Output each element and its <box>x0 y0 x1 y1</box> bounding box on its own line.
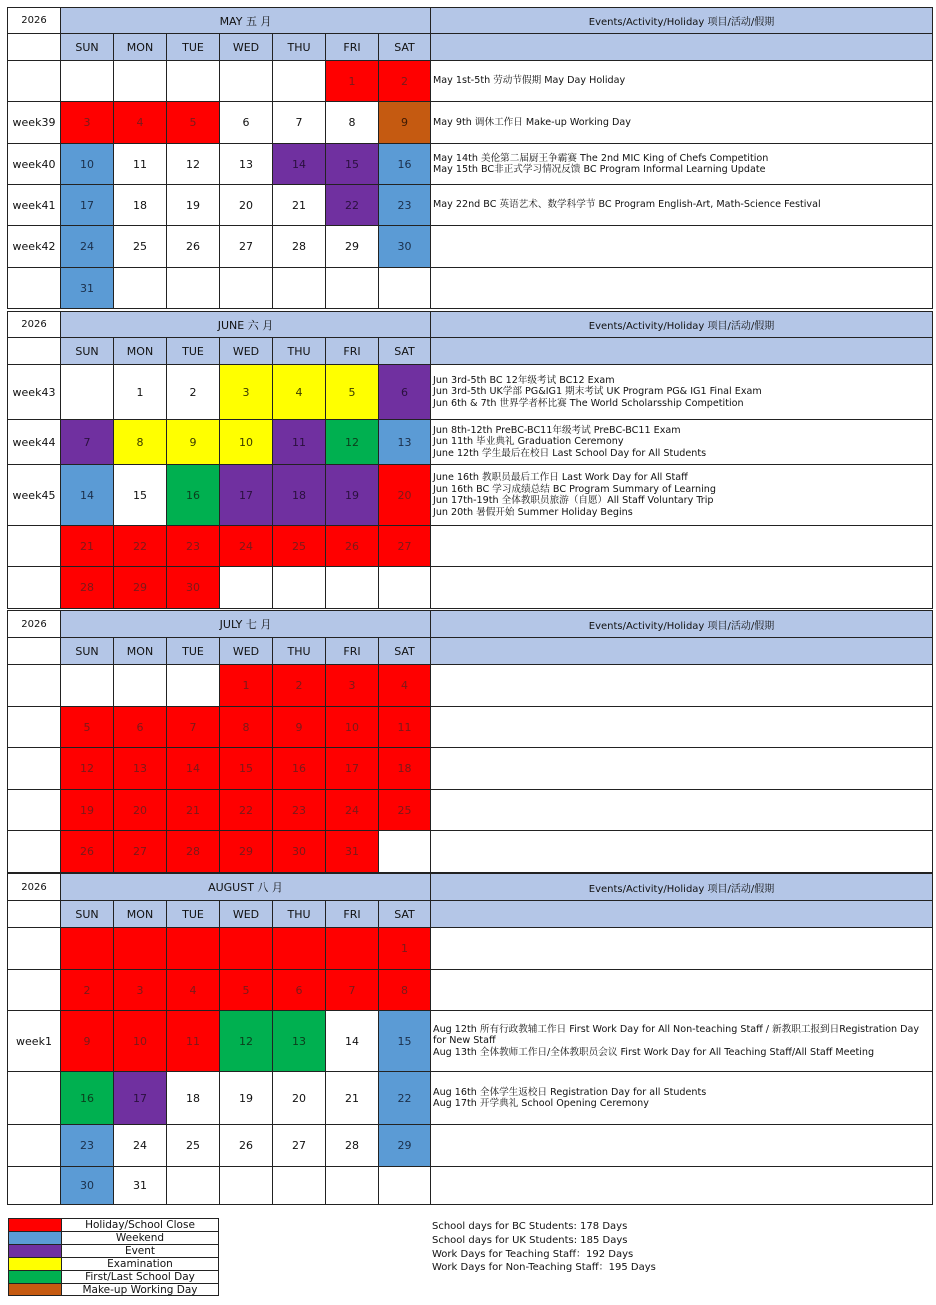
day-cell[interactable]: 27 <box>272 1124 326 1167</box>
day-cell[interactable]: 24 <box>219 525 273 567</box>
day-count-summary <box>432 1220 656 1275</box>
month-title: MAY 五 月 <box>60 7 431 34</box>
day-cell[interactable]: 13 <box>113 747 167 790</box>
day-cell[interactable]: 10 <box>325 706 379 748</box>
events-header: Events/Activity/Holiday 项目/活动/假期 <box>430 7 933 34</box>
day-cell[interactable]: 26 <box>60 830 114 873</box>
weekday-fri: FRI <box>325 33 379 61</box>
day-cell[interactable]: 24 <box>60 225 114 268</box>
day-cell[interactable]: 22 <box>325 184 379 226</box>
day-cell[interactable]: 19 <box>325 464 379 526</box>
year-label: 2026 <box>7 873 61 901</box>
event-note: June 12th 学生最后在校日 Last School Day for All Students <box>433 447 707 459</box>
day-cell[interactable]: 1 <box>378 927 431 970</box>
day-cell[interactable]: 11 <box>166 1010 220 1072</box>
event-note: Aug 12th 所有行政教辅工作日 First Work Day for All Non-teaching Staff / 新教职工报到日Registration Day for New Staff <box>433 1023 920 1047</box>
day-cell[interactable]: 25 <box>113 225 167 268</box>
month-title: JUNE 六 月 <box>60 311 431 338</box>
event-note: Jun 8th-12th PreBC-BC11年级考试 PreBC-BC11 Exam <box>433 424 681 436</box>
day-cell[interactable]: 4 <box>113 101 167 144</box>
day-cell[interactable]: 17 <box>60 184 114 226</box>
empty-day-cell <box>166 664 220 707</box>
week-label: week41 <box>7 184 61 226</box>
day-cell[interactable]: 3 <box>325 664 379 707</box>
weekday-sat: SAT <box>378 33 431 61</box>
day-cell[interactable]: 4 <box>272 364 326 420</box>
legend-item-holiday <box>8 1218 219 1231</box>
blank-cell <box>7 900 61 928</box>
empty-day-cell <box>378 267 431 309</box>
day-cell[interactable]: 24 <box>113 1124 167 1167</box>
day-cell[interactable]: 21 <box>60 525 114 567</box>
day-cell[interactable]: 28 <box>325 1124 379 1167</box>
day-cell[interactable]: 1 <box>325 60 379 102</box>
day-cell[interactable]: 27 <box>378 525 431 567</box>
empty-day-cell <box>219 927 273 970</box>
empty-day-cell <box>219 60 273 102</box>
year-label: 2026 <box>7 311 61 338</box>
day-cell[interactable]: 8 <box>113 419 167 465</box>
legend-swatch <box>9 1245 62 1257</box>
weekday-tue: TUE <box>166 337 220 365</box>
day-cell[interactable]: 16 <box>272 747 326 790</box>
day-cell[interactable]: 12 <box>60 747 114 790</box>
day-cell[interactable]: 15 <box>219 747 273 790</box>
event-note: Aug 13th 全体教师工作日/全体教职员会议 First Work Day for All Teaching Staff/All Staff Meeting <box>433 1046 875 1058</box>
day-cell[interactable]: 27 <box>113 830 167 873</box>
day-cell[interactable]: 13 <box>378 419 431 465</box>
empty-day-cell <box>325 267 379 309</box>
day-cell[interactable]: 26 <box>166 225 220 268</box>
day-cell[interactable]: 24 <box>325 789 379 831</box>
weekday-thu: THU <box>272 637 326 665</box>
day-cell[interactable]: 5 <box>166 101 220 144</box>
week-label <box>7 525 61 567</box>
summary-line: School days for BC Students: 178 Days <box>432 1221 628 1232</box>
empty-day-cell <box>60 927 114 970</box>
day-cell[interactable]: 12 <box>219 1010 273 1072</box>
day-cell[interactable]: 3 <box>60 101 114 144</box>
legend-label: Weekend <box>115 1232 165 1244</box>
event-notes <box>430 706 933 748</box>
week-label: week40 <box>7 143 61 185</box>
day-cell[interactable]: 6 <box>113 706 167 748</box>
day-cell[interactable]: 13 <box>219 143 273 185</box>
event-notes <box>430 184 933 226</box>
weekday-sun: SUN <box>60 637 114 665</box>
empty-day-cell <box>378 1166 431 1205</box>
day-cell[interactable]: 20 <box>219 184 273 226</box>
weekday-fri: FRI <box>325 637 379 665</box>
day-cell[interactable]: 15 <box>325 143 379 185</box>
event-notes <box>430 60 933 102</box>
blank-cell <box>7 637 61 665</box>
day-cell[interactable]: 19 <box>219 1071 273 1125</box>
event-notes <box>430 143 933 185</box>
empty-day-cell <box>166 1166 220 1205</box>
event-notes <box>430 566 933 609</box>
event-note: Jun 16th BC 学习成绩总结 BC Program Summary of Learning <box>433 483 716 495</box>
event-note: Jun 3rd-5th UK学部 PG&IG1 期末考试 UK Program PG& IG1 Final Exam <box>433 386 762 398</box>
day-cell[interactable]: 8 <box>325 101 379 144</box>
event-note: May 15th BC非正式学习情况反馈 BC Program Informal Learning Update <box>433 164 766 175</box>
day-cell[interactable]: 5 <box>219 969 273 1011</box>
weekday-wed: WED <box>219 337 273 365</box>
week-label <box>7 60 61 102</box>
weekday-tue: TUE <box>166 637 220 665</box>
weekday-wed: WED <box>219 900 273 928</box>
week-label <box>7 789 61 831</box>
summary-line: School days for UK Students: 185 Days <box>432 1234 628 1246</box>
day-cell[interactable]: 9 <box>60 1010 114 1072</box>
day-cell[interactable]: 17 <box>219 464 273 526</box>
day-cell[interactable]: 5 <box>325 364 379 420</box>
day-cell[interactable]: 30 <box>60 1166 114 1205</box>
event-notes <box>430 225 933 268</box>
weekday-sun: SUN <box>60 337 114 365</box>
week-label: week39 <box>7 101 61 144</box>
week-label: week42 <box>7 225 61 268</box>
legend-item-weekend <box>8 1231 219 1244</box>
empty-day-cell <box>113 60 167 102</box>
day-cell[interactable]: 22 <box>219 789 273 831</box>
day-cell[interactable]: 2 <box>378 60 431 102</box>
event-notes <box>430 1124 933 1167</box>
event-note: Jun 6th & 7th 世界学者杯比赛 The World Scholarsship Competition <box>433 397 744 409</box>
day-cell[interactable]: 30 <box>378 225 431 268</box>
empty-day-cell <box>113 927 167 970</box>
event-notes <box>430 267 933 309</box>
day-cell[interactable]: 28 <box>272 225 326 268</box>
week-label <box>7 267 61 309</box>
week-label <box>7 1166 61 1205</box>
legend-label: First/Last School Day <box>85 1271 195 1283</box>
events-spacer <box>430 33 933 61</box>
empty-day-cell <box>325 927 379 970</box>
event-notes <box>430 464 933 526</box>
day-cell[interactable]: 28 <box>166 830 220 873</box>
day-cell[interactable]: 19 <box>166 184 220 226</box>
weekday-sat: SAT <box>378 900 431 928</box>
week-label: week45 <box>7 464 61 526</box>
empty-day-cell <box>325 566 379 609</box>
empty-day-cell <box>60 664 114 707</box>
week-label <box>7 830 61 873</box>
summary-line: Work Days for Teaching Staff：192 Days <box>432 1248 634 1260</box>
weekday-fri: FRI <box>325 900 379 928</box>
event-note: Aug 17th 开学典礼 School Opening Ceremony <box>433 1098 649 1109</box>
day-cell[interactable]: 16 <box>166 464 220 526</box>
week-label <box>7 1124 61 1167</box>
event-note: May 22nd BC 英语艺术、数学科学节 BC Program English-Art, Math-Science Festival <box>433 199 821 211</box>
event-note: Jun 3rd-5th BC 12年级考试 BC12 Exam <box>433 374 615 386</box>
event-note: May 1st-5th 劳动节假期 May Day Holiday <box>433 75 626 87</box>
day-cell[interactable]: 2 <box>272 664 326 707</box>
week-label <box>7 664 61 707</box>
day-cell[interactable]: 14 <box>325 1010 379 1072</box>
day-cell[interactable]: 27 <box>219 225 273 268</box>
day-cell[interactable]: 23 <box>166 525 220 567</box>
day-cell[interactable]: 8 <box>378 969 431 1011</box>
weekday-mon: MON <box>113 33 167 61</box>
event-notes <box>430 927 933 970</box>
day-cell[interactable]: 29 <box>378 1124 431 1167</box>
legend-swatch <box>9 1284 62 1295</box>
day-cell[interactable]: 18 <box>113 184 167 226</box>
month-title: JULY 七 月 <box>60 610 431 638</box>
empty-day-cell <box>272 1166 326 1205</box>
day-cell[interactable]: 22 <box>378 1071 431 1125</box>
event-notes <box>430 525 933 567</box>
week-label <box>7 969 61 1011</box>
day-cell[interactable]: 1 <box>113 364 167 420</box>
empty-day-cell <box>166 927 220 970</box>
empty-day-cell <box>113 664 167 707</box>
day-cell[interactable]: 9 <box>166 419 220 465</box>
day-cell[interactable]: 23 <box>272 789 326 831</box>
day-cell[interactable]: 30 <box>166 566 220 609</box>
day-cell[interactable]: 29 <box>113 566 167 609</box>
day-cell[interactable]: 25 <box>272 525 326 567</box>
day-cell[interactable]: 6 <box>219 101 273 144</box>
day-cell[interactable]: 18 <box>166 1071 220 1125</box>
weekday-thu: THU <box>272 33 326 61</box>
day-cell[interactable]: 23 <box>378 184 431 226</box>
empty-day-cell <box>272 566 326 609</box>
weekday-sat: SAT <box>378 337 431 365</box>
day-cell[interactable]: 29 <box>219 830 273 873</box>
day-cell[interactable]: 26 <box>219 1124 273 1167</box>
day-cell[interactable]: 7 <box>272 101 326 144</box>
events-header: Events/Activity/Holiday 项目/活动/假期 <box>430 311 933 338</box>
event-note: May 9th 调休工作日 Make-up Working Day <box>433 116 631 128</box>
day-cell[interactable]: 21 <box>166 789 220 831</box>
event-notes <box>430 830 933 873</box>
day-cell[interactable]: 31 <box>325 830 379 873</box>
week-label: week44 <box>7 419 61 465</box>
day-cell[interactable]: 4 <box>166 969 220 1011</box>
event-notes <box>430 101 933 144</box>
day-cell[interactable]: 3 <box>219 364 273 420</box>
year-label: 2026 <box>7 7 61 34</box>
day-cell[interactable]: 11 <box>378 706 431 748</box>
empty-day-cell <box>378 830 431 873</box>
day-cell[interactable]: 14 <box>166 747 220 790</box>
legend-label: Event <box>124 1245 156 1257</box>
day-cell[interactable]: 29 <box>325 225 379 268</box>
week-label <box>7 706 61 748</box>
event-notes <box>430 664 933 707</box>
empty-day-cell <box>378 566 431 609</box>
event-notes <box>430 789 933 831</box>
day-cell[interactable]: 10 <box>219 419 273 465</box>
day-cell[interactable]: 14 <box>272 143 326 185</box>
day-cell[interactable]: 12 <box>325 419 379 465</box>
events-spacer <box>430 900 933 928</box>
day-cell[interactable]: 22 <box>113 525 167 567</box>
empty-day-cell <box>219 267 273 309</box>
day-cell[interactable]: 20 <box>272 1071 326 1125</box>
legend-label: Holiday/School Close <box>85 1219 195 1231</box>
day-cell[interactable]: 2 <box>166 364 220 420</box>
event-note: Jun 20th 暑假开始 Summer Holiday Begins <box>433 506 633 518</box>
day-cell[interactable]: 19 <box>60 789 114 831</box>
legend-item-event <box>8 1244 219 1257</box>
week-label <box>7 1071 61 1125</box>
weekday-wed: WED <box>219 637 273 665</box>
legend-swatch <box>9 1258 62 1270</box>
day-cell[interactable]: 7 <box>166 706 220 748</box>
event-notes <box>430 364 933 420</box>
day-cell[interactable]: 31 <box>60 267 114 309</box>
day-cell[interactable]: 20 <box>378 464 431 526</box>
weekday-mon: MON <box>113 900 167 928</box>
event-note: Aug 16th 全体学生返校日 Registration Day for all Students <box>433 1086 707 1098</box>
empty-day-cell <box>113 267 167 309</box>
weekday-tue: TUE <box>166 900 220 928</box>
day-cell[interactable]: 6 <box>272 969 326 1011</box>
summary-line: Work Days for Non-Teaching Staff：195 Days <box>432 1262 656 1274</box>
legend-label: Make-up Working Day <box>82 1284 198 1296</box>
blank-cell <box>7 337 61 365</box>
events-spacer <box>430 637 933 665</box>
event-notes <box>430 1071 933 1125</box>
empty-day-cell <box>325 1166 379 1205</box>
event-note: Jun 17th-19th 全体教职员旅游（自愿）All Staff Voluntary Trip <box>433 495 714 506</box>
legend-item-firstlast <box>8 1270 219 1283</box>
day-cell[interactable]: 10 <box>113 1010 167 1072</box>
day-cell[interactable]: 4 <box>378 664 431 707</box>
empty-day-cell <box>219 1166 273 1205</box>
week-label <box>7 747 61 790</box>
week-label <box>7 927 61 970</box>
weekday-sat: SAT <box>378 637 431 665</box>
weekday-tue: TUE <box>166 33 220 61</box>
weekday-fri: FRI <box>325 337 379 365</box>
week-label: week43 <box>7 364 61 420</box>
day-cell[interactable]: 25 <box>166 1124 220 1167</box>
day-cell[interactable]: 21 <box>272 184 326 226</box>
events-header: Events/Activity/Holiday 项目/活动/假期 <box>430 610 933 638</box>
day-cell[interactable]: 15 <box>378 1010 431 1072</box>
weekday-mon: MON <box>113 637 167 665</box>
day-cell[interactable]: 23 <box>60 1124 114 1167</box>
legend-swatch <box>9 1271 62 1283</box>
day-cell[interactable]: 26 <box>325 525 379 567</box>
event-notes <box>430 969 933 1011</box>
legend-swatch <box>9 1232 62 1244</box>
day-cell[interactable]: 6 <box>378 364 431 420</box>
legend-swatch <box>9 1219 62 1231</box>
day-cell[interactable]: 2 <box>60 969 114 1011</box>
day-cell[interactable]: 21 <box>325 1071 379 1125</box>
empty-day-cell <box>166 60 220 102</box>
weekday-wed: WED <box>219 33 273 61</box>
day-cell[interactable]: 1 <box>219 664 273 707</box>
day-cell[interactable]: 7 <box>325 969 379 1011</box>
day-cell[interactable]: 17 <box>325 747 379 790</box>
day-cell[interactable]: 3 <box>113 969 167 1011</box>
legend <box>8 1218 219 1296</box>
legend-label: Examination <box>107 1258 173 1270</box>
empty-day-cell <box>219 566 273 609</box>
empty-day-cell <box>60 364 114 420</box>
weekday-thu: THU <box>272 337 326 365</box>
day-cell[interactable]: 31 <box>113 1166 167 1205</box>
day-cell[interactable]: 9 <box>272 706 326 748</box>
weekday-sun: SUN <box>60 33 114 61</box>
weekday-thu: THU <box>272 900 326 928</box>
empty-day-cell <box>272 267 326 309</box>
day-cell[interactable]: 9 <box>378 101 431 144</box>
weekday-sun: SUN <box>60 900 114 928</box>
event-notes <box>430 1010 933 1072</box>
empty-day-cell <box>272 60 326 102</box>
event-notes <box>430 1166 933 1205</box>
events-header: Events/Activity/Holiday 项目/活动/假期 <box>430 873 933 901</box>
week-label <box>7 566 61 609</box>
day-cell[interactable]: 20 <box>113 789 167 831</box>
event-notes <box>430 747 933 790</box>
day-cell[interactable]: 11 <box>272 419 326 465</box>
day-cell[interactable]: 16 <box>378 143 431 185</box>
event-note: May 14th 美伦第二届厨王争霸赛 The 2nd MIC King of Chefs Competition <box>433 152 769 164</box>
day-cell[interactable]: 12 <box>166 143 220 185</box>
week-label: week1 <box>7 1010 61 1072</box>
event-note: Jun 11th 毕业典礼 Graduation Ceremony <box>433 436 624 448</box>
empty-day-cell <box>272 927 326 970</box>
event-notes <box>430 419 933 465</box>
year-label: 2026 <box>7 610 61 638</box>
weekday-mon: MON <box>113 337 167 365</box>
month-title: AUGUST 八 月 <box>60 873 431 901</box>
day-cell[interactable]: 8 <box>219 706 273 748</box>
blank-cell <box>7 33 61 61</box>
day-cell[interactable]: 5 <box>60 706 114 748</box>
day-cell[interactable]: 18 <box>378 747 431 790</box>
day-cell[interactable]: 13 <box>272 1010 326 1072</box>
day-cell[interactable]: 14 <box>60 464 114 526</box>
empty-day-cell <box>60 60 114 102</box>
events-spacer <box>430 337 933 365</box>
day-cell[interactable]: 15 <box>113 464 167 526</box>
legend-item-exam <box>8 1257 219 1270</box>
legend-item-makeup <box>8 1283 219 1296</box>
empty-day-cell <box>166 267 220 309</box>
day-cell[interactable]: 10 <box>60 143 114 185</box>
day-cell[interactable]: 16 <box>60 1071 114 1125</box>
day-cell[interactable]: 25 <box>378 789 431 831</box>
day-cell[interactable]: 7 <box>60 419 114 465</box>
day-cell[interactable]: 28 <box>60 566 114 609</box>
day-cell[interactable]: 18 <box>272 464 326 526</box>
day-cell[interactable]: 11 <box>113 143 167 185</box>
event-note: June 16th 教职员最后工作日 Last Work Day for All Staff <box>433 472 688 483</box>
day-cell[interactable]: 17 <box>113 1071 167 1125</box>
day-cell[interactable]: 30 <box>272 830 326 873</box>
